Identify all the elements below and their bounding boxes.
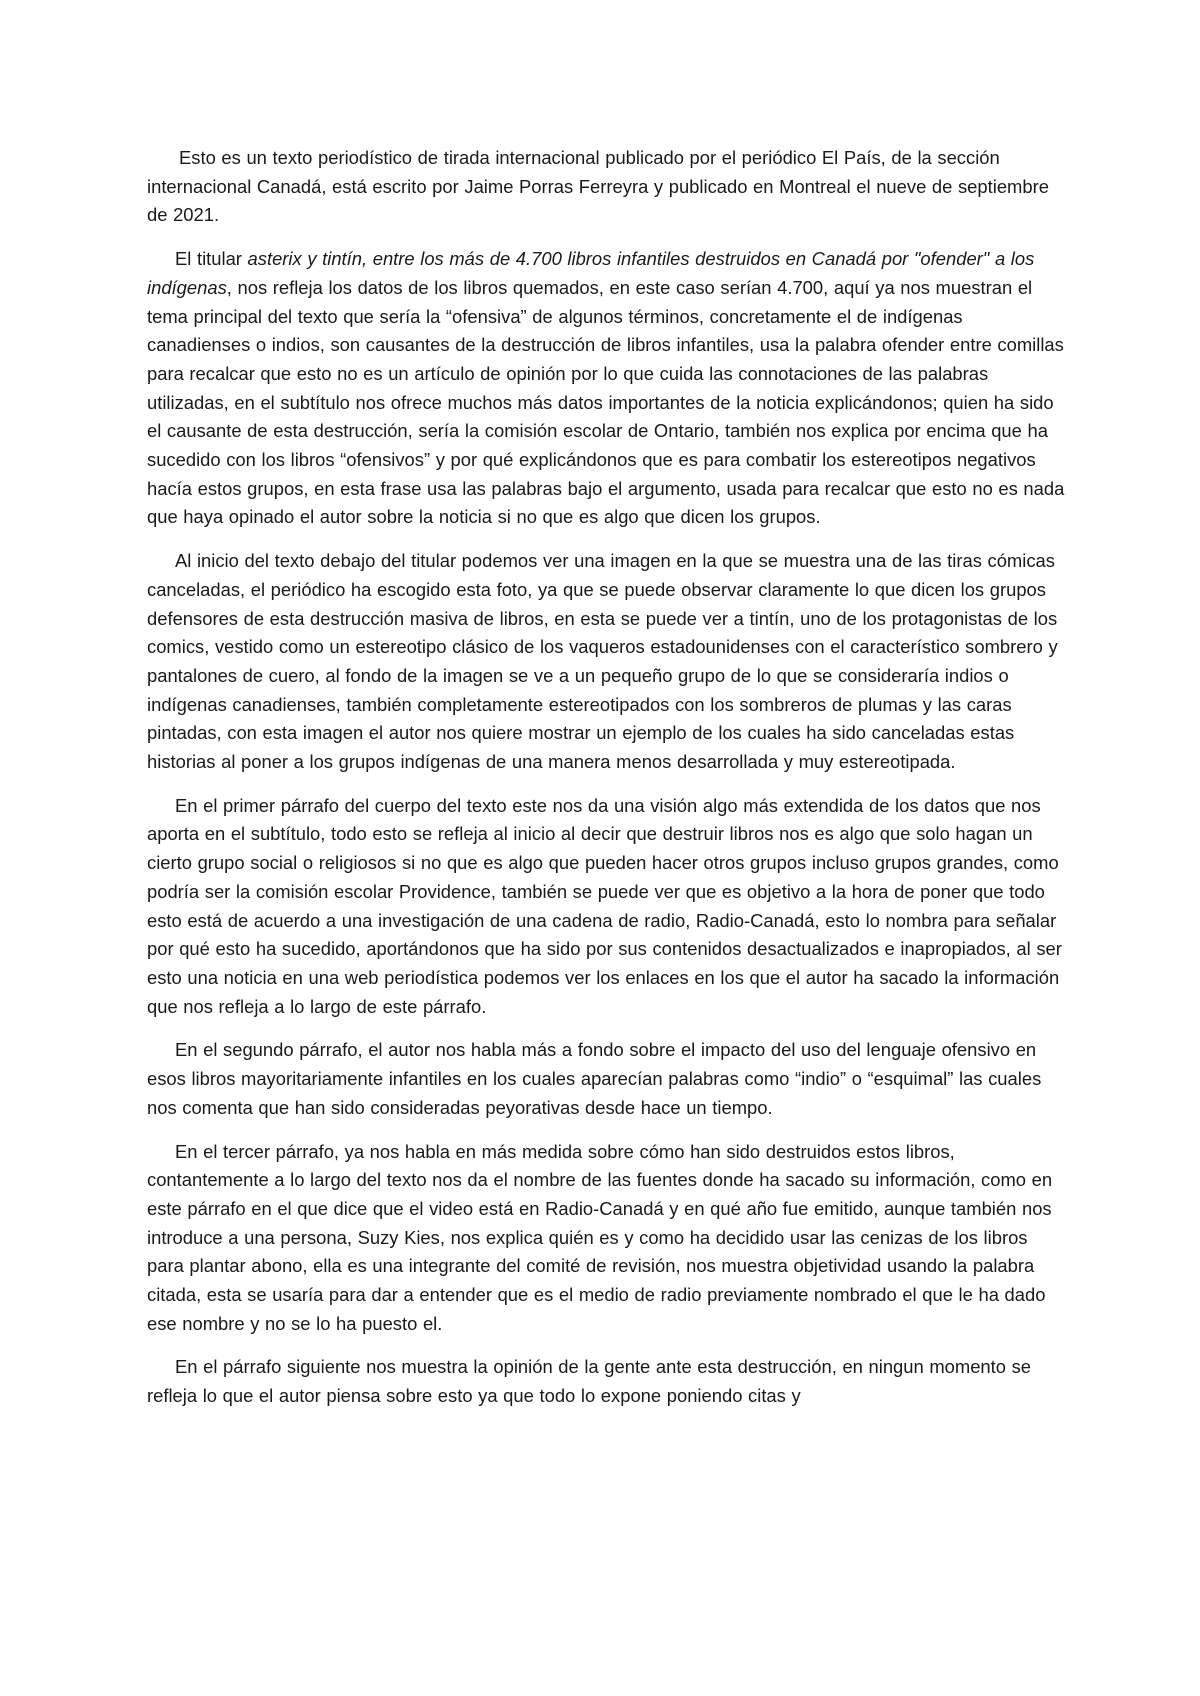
paragraph-image-analysis: Al inicio del texto debajo del titular podemos ver una imagen en la que se muestra una de las tiras cómicas canceladas, el periódico ha escogido esta foto, ya que se puede observar claramente lo que dicen los grupos defensores de esta destrucción masiva de libros, en esta se puede ver a tintín, uno de los protagonistas de los comics, vestido como un estereotipo clásico de los vaqueros estadounidenses con el característico sombrero y pantalones de cuero, al fondo de la imagen se ve a un pequeño grupo de lo que se consideraría indios o indígenas canadienses, también completamente estereotipados con los sombreros de plumas y las caras pintadas, con esta imagen el autor nos quiere mostrar un ejemplo de los cuales ha sido canceladas estas historias al poner a los grupos indígenas de una manera menos desarrollada y muy estereotipada. <box>147 550 1058 773</box>
paragraph-second-body: En el segundo párrafo, el autor nos habla más a fondo sobre el impacto del uso del lenguaje ofensivo en esos libros mayoritariamente infantiles en los cuales aparecían palabras como “indio” o “esquimal” las cuales nos comenta que han sido consideradas peyorativas desde hace un tiempo. <box>147 1039 1042 1118</box>
paragraph-body: , nos refleja los datos de los libros quemados, en este caso serían 4.700, aquí ya nos muestran el tema principal del texto que sería la “ofensiva” de algunos términos, concretamente el de indígenas canadienses o indios, son causantes de la destrucción de libros infantiles, usa la palabra ofender entre comillas para recalcar que esto no es un artículo de opinión por lo que cuida las connotaciones de las palabras utilizadas, en el subtítulo nos ofrece muchos más datos importantes de la noticia explicándonos; quien ha sido el causante de esta destrucción, sería la comisión escolar de Ontario, también nos explica por encima que ha sucedido con los libros “ofensivos” y por qué explicándonos que es para combatir los estereotipos negativos hacía estos grupos, en esta frase usa las palabras bajo el argumento, usada para recalcar que esto no es nada que haya opinado el autor sobre la noticia si no que es algo que dicen los grupos. <box>147 276 1065 528</box>
paragraph-headline-analysis <box>147 245 1067 532</box>
paragraph-intro: Esto es un texto periodístico de tirada internacional publicado por el periódico El País, de la sección internacional Canadá, está escrito por Jaime Porras Ferreyra y publicado en Montreal el nueve de septiembre de 2021. <box>147 147 1049 226</box>
paragraph-following: En el párrafo siguiente nos muestra la opinión de la gente ante esta destrucción, en ningun momento se refleja lo que el autor piensa sobre esto ya que todo lo expone poniendo citas y <box>147 1356 1032 1407</box>
headline-quote: asterix y tintín, entre los más de 4.700 libros infantiles destruidos en Canadá por "ofender" a los indígenas <box>147 248 1035 298</box>
paragraph-lead: El titular <box>175 248 248 270</box>
document-page <box>147 144 1067 1426</box>
paragraph-third-body: En el tercer párrafo, ya nos habla en más medida sobre cómo han sido destruidos estos libros, contantemente a lo largo del texto nos da el nombre de las fuentes donde ha sacado su información, como en este párrafo en el que dice que el video está en Radio-Canadá y en qué año fue emitido, aunque también nos introduce a una persona, Suzy Kies, nos explica quién es y como ha decidido usar las cenizas de los libros para plantar abono, ella es una integrante del comité de revisión, nos muestra objetividad usando la palabra citada, esta se usaría para dar a entender que es el medio de radio previamente nombrado el que le ha dado ese nombre y no se lo ha puesto el. <box>147 1140 1053 1334</box>
paragraph-first-body: En el primer párrafo del cuerpo del texto este nos da una visión algo más extendida de los datos que nos aporta en el subtítulo, todo esto se refleja al inicio al decir que destruir libros nos es algo que solo hagan un cierto grupo social o religiosos si no que es algo que pueden hacer otros grupos incluso grupos grandes, como podría ser la comisión escolar Providence, también se puede ver que es objetivo a la hora de poner que todo esto está de acuerdo a una investigación de una cadena de radio, Radio-Canadá, esto lo nombra para señalar por qué esto ha sucedido, aportándonos que ha sido por sus contenidos desactualizados e inapropiados, al ser esto una noticia en una web periodística podemos ver los enlaces en los que el autor ha sacado la información que nos refleja a lo largo de este párrafo. <box>147 794 1062 1017</box>
